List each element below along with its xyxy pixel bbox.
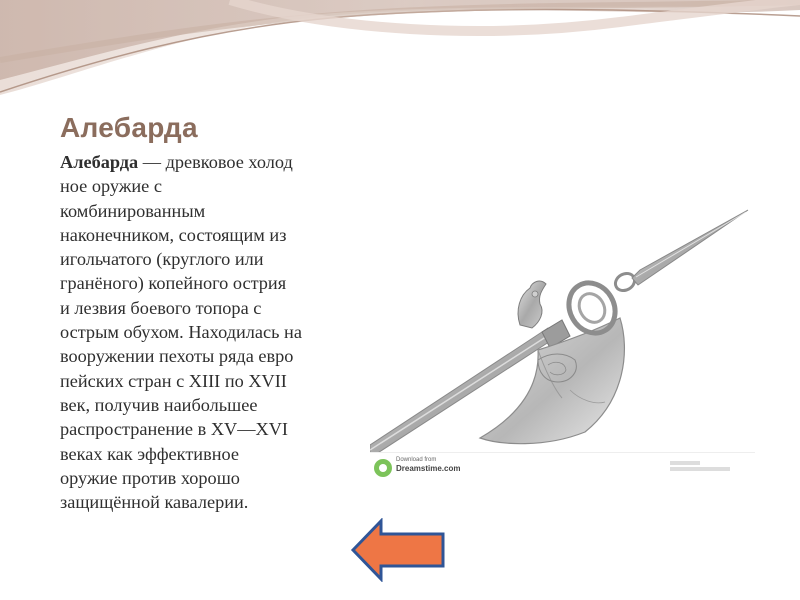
halberd-illustration [370, 200, 755, 455]
body-line [60, 150, 350, 174]
slide-body-text [60, 150, 350, 514]
body-line: гранёного) копейного острия [60, 273, 287, 294]
stock-meta-info [670, 459, 730, 473]
slide-title: Алебарда [60, 112, 198, 143]
body-line: острым обухом. Находилась на [60, 322, 302, 343]
body-line: веках как эффективное [60, 443, 239, 464]
body-line: ное оружие с [60, 176, 162, 197]
body-line: вооружении пехоты ряда евро [60, 346, 294, 367]
stock-watermark-bar [370, 452, 755, 483]
body-line: век, получив наибольшее [60, 394, 258, 415]
halberd-photo [370, 200, 755, 482]
dreamstime-logo-icon [374, 459, 392, 477]
body-line: и лезвия боевого топора с [60, 297, 262, 318]
left-arrow-icon[interactable] [350, 518, 446, 582]
body-line: комбинированным [60, 200, 206, 221]
body-line-text: — древковое холод [138, 152, 293, 172]
body-line: распространение в XV—XVI [60, 419, 288, 440]
body-line: игольчатого (круглого или [60, 249, 264, 270]
body-line: защищённой кавалерии. [60, 492, 249, 513]
term-bold: Алебарда [60, 152, 139, 172]
body-line: наконечником, состоящим из [60, 224, 287, 245]
body-line: пейских стран с XIII по XVII [60, 370, 287, 391]
body-line: оружие против хорошо [60, 467, 240, 488]
stock-download-label: Download from [396, 457, 437, 463]
stock-site-label: Dreamstime.com [396, 464, 461, 473]
decorative-header-waves [0, 0, 800, 100]
